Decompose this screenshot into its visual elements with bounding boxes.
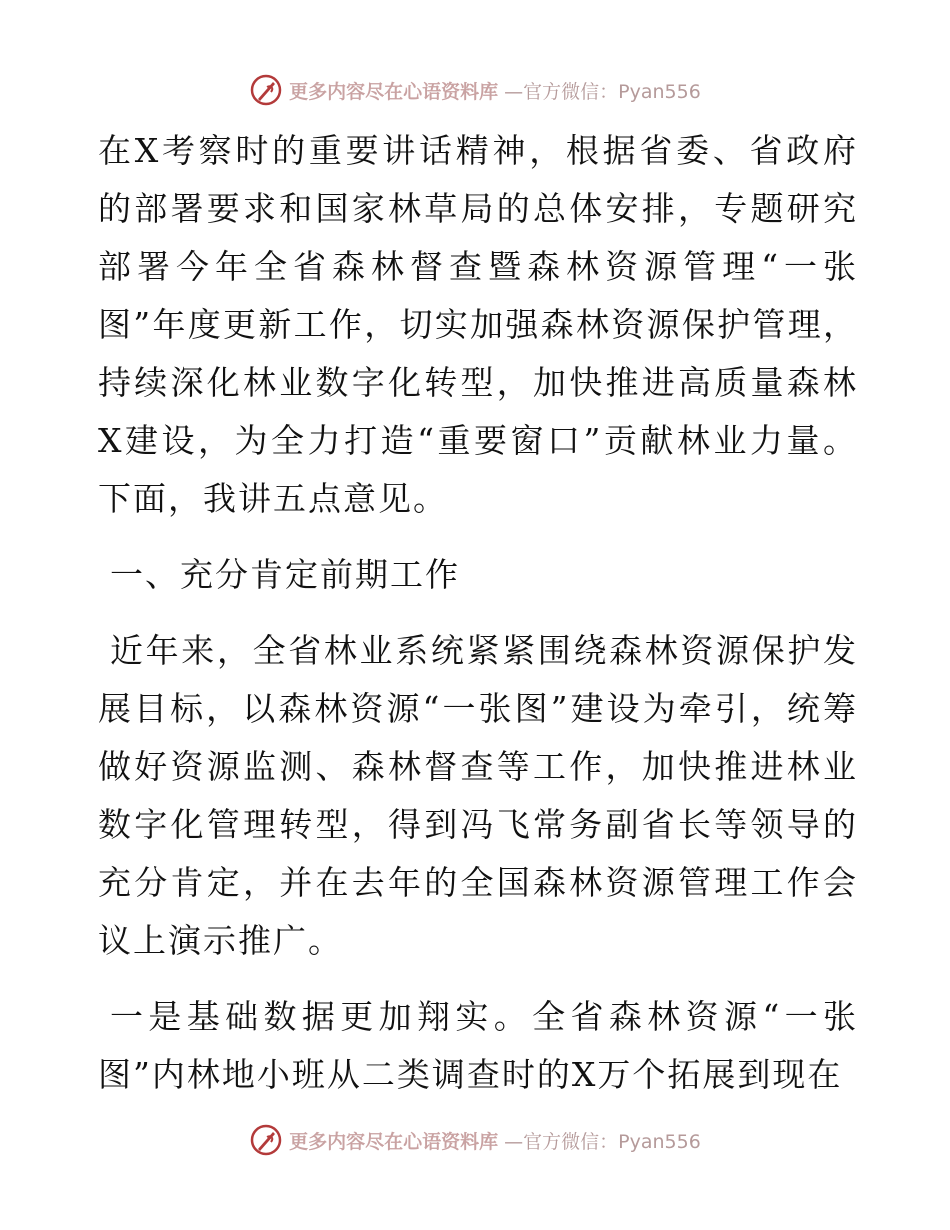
paragraph-intro: 在X考察时的重要讲话精神，根据省委、省政府的部署要求和国家林草局的总体安排，专题研究部署今年全省森林督查暨森林资源管理“一张图”年度更新工作，切实加强森林资源保护管理，持续深化林业数字化转型，加快推进高质量森林X建设，为全力打造“重要窗口”贡献林业力量。下面，我讲五点意见。 xyxy=(98,131,858,518)
quill-logo-icon xyxy=(249,73,283,107)
paragraph-section-1: 近年来，全省林业系统紧紧围绕森林资源保护发展目标，以森林资源“一张图”建设为牵引，统筹做好资源监测、森林督查等工作，加快推进林业数字化管理转型，得到冯飞常务副省长等领导的充分肯定，并在去年的全国森林资源管理工作会议上演示推广。 xyxy=(98,631,858,960)
paragraph-point-1: 一是基础数据更加翔实。全省森林资源“一张图”内林地小班从二类调查时的X万个拓展到现在 xyxy=(98,997,858,1094)
watermark-wechat-text: —官方微信：Pyan556 xyxy=(504,80,701,103)
footer-watermark xyxy=(0,1120,950,1160)
watermark-wechat-text: —官方微信：Pyan556 xyxy=(504,1130,701,1153)
quill-logo-icon xyxy=(249,1123,283,1157)
document-body xyxy=(98,122,858,1104)
watermark-main-text: 更多内容尽在心语资料库 xyxy=(289,1130,499,1153)
watermark-main-text: 更多内容尽在心语资料库 xyxy=(289,80,499,103)
section-heading-1: 一、充分肯定前期工作 xyxy=(110,555,460,594)
header-watermark xyxy=(0,70,950,110)
